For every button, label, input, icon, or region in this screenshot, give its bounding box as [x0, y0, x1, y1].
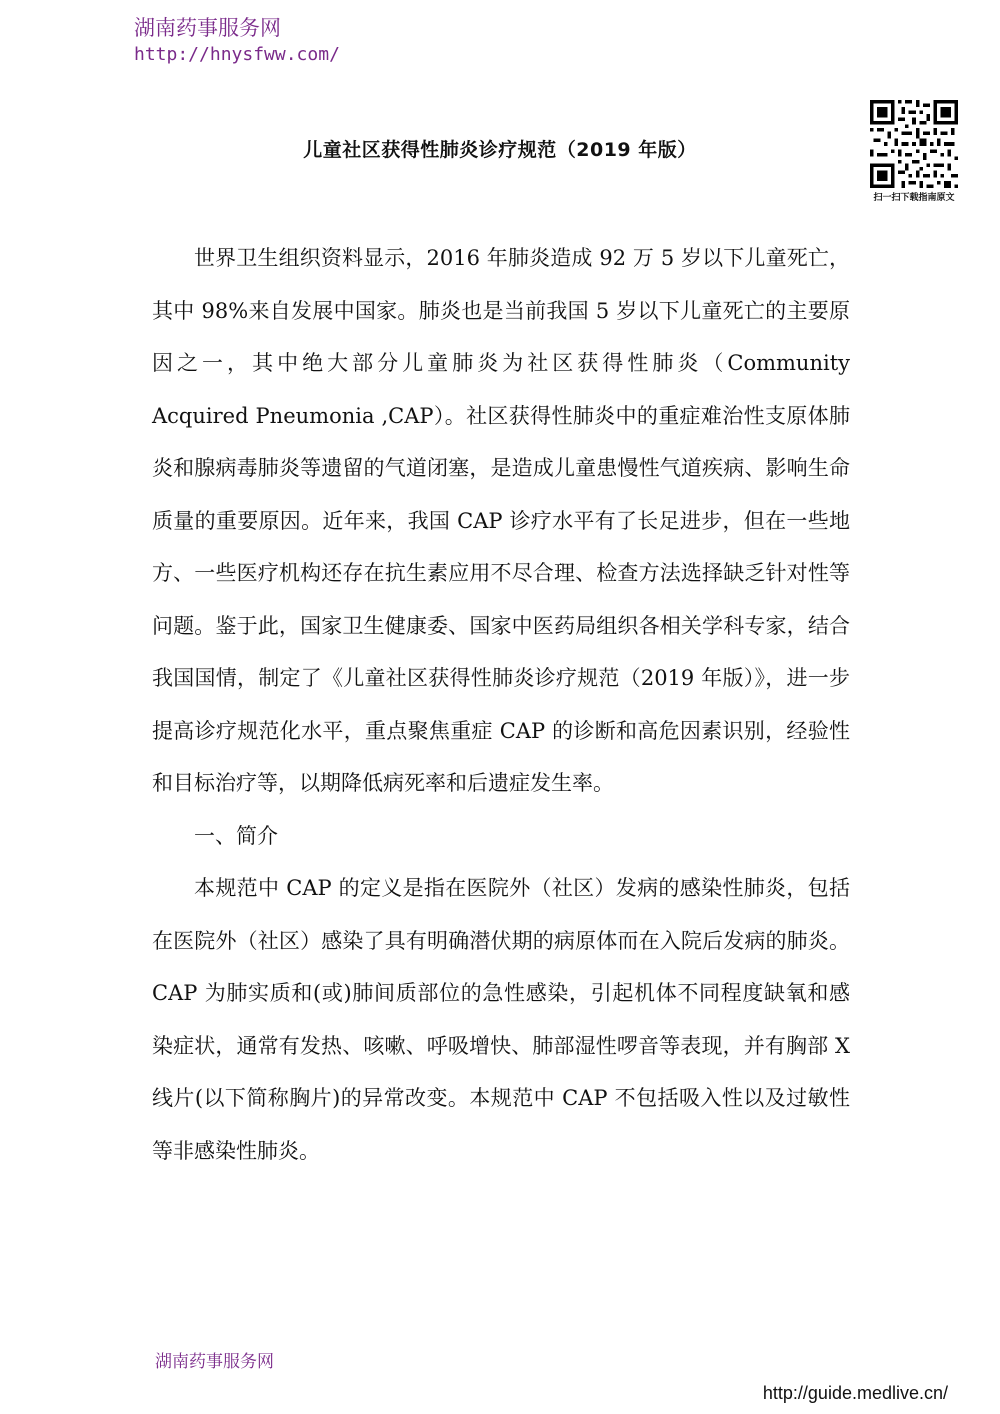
- header-site-name: 湖南药事服务网: [134, 16, 281, 40]
- header-site-url[interactable]: http://hnysfww.com/: [134, 44, 340, 65]
- paragraph-definition: 本规范中 CAP 的定义是指在医院外（社区）发病的感染性肺炎，包括在医院外（社区）感染了具有明确潜伏期的病原体而在入院后发病的肺炎。CAP 为肺实质和(或)肺间质部位的急性感染，引起机体不同程度缺氧和感染症状，通常有发热、咳嗽、呼吸增快、肺部湿性啰音等表现，并有胸部 X 线片(以下简称胸片)的异常改变。本规范中 CAP 不包括吸入性以及过敏性等非感染性肺炎。: [152, 876, 850, 1163]
- section-heading-intro: 一、简介: [194, 823, 278, 848]
- paragraph-intro: 世界卫生组织资料显示，2016 年肺炎造成 92 万 5 岁以下儿童死亡，其中 98%来自发展中国家。肺炎也是当前我国 5 岁以下儿童死亡的主要原因之一，其中绝大部分儿童肺炎为社区获得性肺炎（Community Acquired Pneumonia ,CAP）。社区获得性肺炎中的重症难治性支原体肺炎和腺病毒肺炎等遗留的气道闭塞，是造成儿童患慢性气道疾病、影响生命质量的重要原因。近年来，我国 CAP 诊疗水平有了长足进步，但在一些地方、一些医疗机构还存在抗生素应用不尽合理、检查方法选择缺乏针对性等问题。鉴于此，国家卫生健康委、国家中医药局组织各相关学科专家，结合我国国情，制定了《儿童社区获得性肺炎诊疗规范（2019 年版）》，进一步提高诊疗规范化水平，重点聚焦重症 CAP 的诊断和高危因素识别，经验性和目标治疗等，以期降低病死率和后遗症发生率。: [152, 246, 850, 795]
- document-body: [152, 232, 850, 1177]
- footer-url-link[interactable]: http://guide.medlive.cn/: [762, 1383, 948, 1403]
- document-title: 儿童社区获得性肺炎诊疗规范（2019 年版）: [303, 139, 697, 161]
- qr-caption: 扫一扫下载指南原文: [873, 193, 955, 203]
- footer-site-name: 湖南药事服务网: [155, 1352, 274, 1372]
